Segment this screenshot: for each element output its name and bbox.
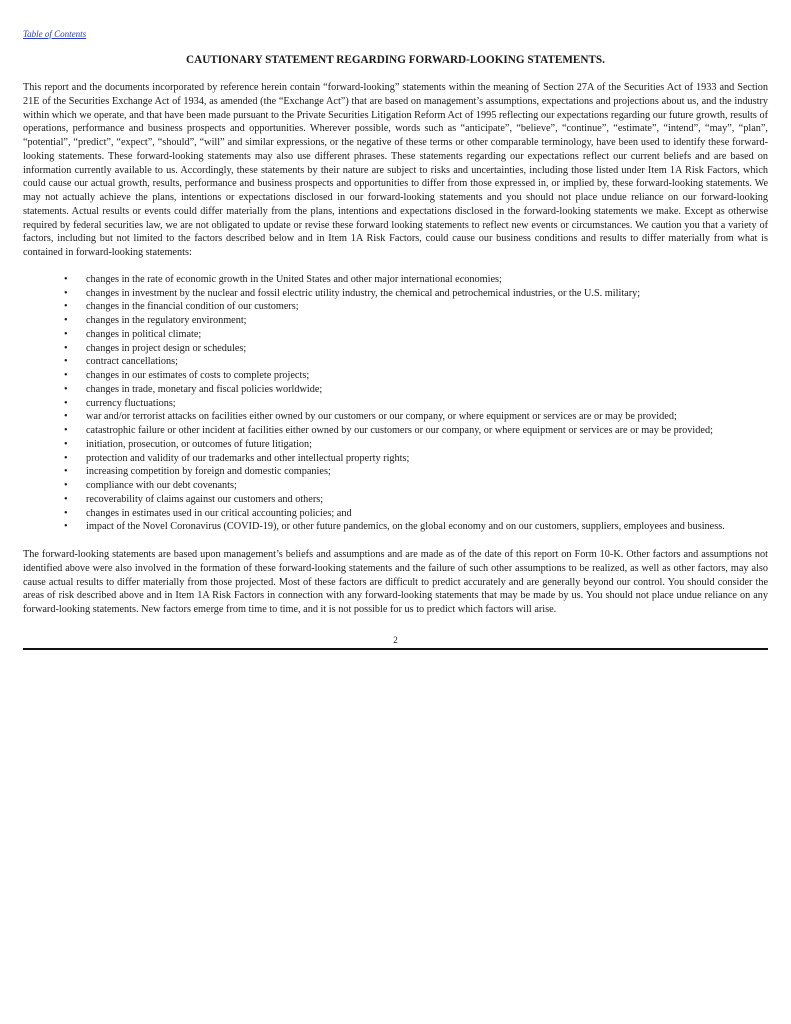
list-item-text: changes in the financial condition of our customers; bbox=[86, 301, 299, 313]
bullet-icon: • bbox=[64, 356, 68, 368]
list-item-text: catastrophic failure or other incident at facilities either owned by our customers or our company, or where equipment or services are or may be provided; bbox=[86, 425, 713, 436]
bullet-icon: • bbox=[64, 342, 68, 354]
list-item-text: recoverability of claims against our customers and others; bbox=[86, 493, 324, 505]
list-item-text: changes in our estimates of costs to complete projects; bbox=[86, 370, 310, 381]
list-item bbox=[23, 410, 768, 424]
list-item-text: war and/or terrorist attacks on facilities either owned by our customers or our company, or where equipment or services are or may be provided; bbox=[86, 411, 677, 423]
list-item bbox=[23, 328, 768, 342]
page-title: CAUTIONARY STATEMENT REGARDING FORWARD-LOOKING STATEMENTS. bbox=[186, 54, 605, 66]
table-of-contents-link[interactable]: Table of Contents bbox=[23, 29, 87, 39]
list-item bbox=[23, 452, 768, 466]
list-item bbox=[23, 383, 768, 397]
document-page bbox=[23, 24, 768, 650]
list-item-text: impact of the Novel Coronavirus (COVID-19), or other future pandemics, on the global economy and on our customers, suppliers, employees and business. bbox=[86, 521, 725, 533]
list-item bbox=[23, 438, 768, 452]
page-number: 2 bbox=[393, 634, 398, 645]
bullet-icon: • bbox=[64, 315, 68, 326]
list-item bbox=[23, 424, 768, 438]
list-item-text: increasing competition by foreign and domestic companies; bbox=[86, 466, 331, 478]
list-item-text: currency fluctuations; bbox=[86, 397, 176, 409]
list-item bbox=[23, 300, 768, 314]
list-item bbox=[23, 369, 768, 383]
list-item-text: changes in the regulatory environment; bbox=[86, 315, 247, 326]
list-item-text: contract cancellations; bbox=[86, 356, 178, 368]
bullet-icon: • bbox=[64, 411, 68, 423]
risk-factor-list bbox=[23, 273, 768, 534]
list-item bbox=[23, 507, 768, 521]
closing-paragraph: The forward-looking statements are based upon management’s beliefs and assumptions and are made as of the date of this report on Form 10-K. Other factors and assumptions not identified above were also involved in the formation of these forward-looking statements and the failure of such other assumptions to be realized, as well as other factors, may also cause actual results to differ materially from those projected. Most of these factors are difficult to predict accurately and are generally beyond our control. You should consider the areas of risk described above and in Item 1A Risk Factors in connection with any forward-looking statements that may be made by us. You should not place undue reliance on any forward-looking statements. New factors emerge from time to time, and it is not possible for us to predict which factors will arise. bbox=[23, 549, 768, 615]
bullet-icon: • bbox=[64, 273, 68, 285]
footer-divider bbox=[23, 648, 768, 650]
list-item-text: protection and validity of our trademarks and other intellectual property rights; bbox=[86, 452, 410, 464]
bullet-icon: • bbox=[64, 521, 68, 533]
list-item-text: initiation, prosecution, or outcomes of future litigation; bbox=[86, 438, 313, 450]
bullet-icon: • bbox=[64, 480, 68, 491]
bullet-icon: • bbox=[64, 370, 68, 381]
list-item-text: compliance with our debt covenants; bbox=[86, 480, 237, 491]
list-item-text: changes in political climate; bbox=[86, 328, 202, 340]
list-item bbox=[23, 273, 768, 287]
list-item-text: changes in project design or schedules; bbox=[86, 342, 247, 354]
list-item-text: changes in the rate of economic growth in the United States and other major international economies; bbox=[86, 273, 502, 285]
list-item bbox=[23, 342, 768, 356]
bullet-icon: • bbox=[64, 397, 68, 409]
list-item bbox=[23, 479, 768, 493]
bullet-icon: • bbox=[64, 452, 68, 464]
bullet-icon: • bbox=[64, 301, 68, 313]
list-item bbox=[23, 465, 768, 479]
list-item bbox=[23, 314, 768, 328]
bullet-icon: • bbox=[64, 466, 68, 478]
list-item-text: changes in trade, monetary and fiscal policies worldwide; bbox=[86, 383, 323, 395]
bullet-icon: • bbox=[64, 438, 68, 450]
bullet-icon: • bbox=[64, 287, 68, 299]
bullet-icon: • bbox=[64, 507, 68, 519]
list-item bbox=[23, 397, 768, 411]
bullet-icon: • bbox=[64, 425, 68, 436]
list-item bbox=[23, 520, 768, 534]
list-item bbox=[23, 493, 768, 507]
list-item-text: changes in investment by the nuclear and fossil electric utility industry, the chemical and petrochemical industries, or the U.S. military; bbox=[86, 287, 641, 299]
intro-paragraph: This report and the documents incorporated by reference herein contain “forward-looking” statements within the meaning of Section 27A of the Securities Act of 1933 and Section 21E of the Securities Exchange Act of 1934, as amended (the “Exchange Act”) that are based on management’s assumptions, expectations and projections about us, and the industry within which we operate, and that have been made pursuant to the Private Securities Litigation Reform Act of 1995 reflecting our expectations regarding our future growth, results of operations, performance and business prospects and opportunities. Wherever possible, words such as “anticipate”, “believe”, “continue”, “estimate”, “intend”, “may”, “plan”, “potential”, “predict”, “expect”, “should”, “will” and similar expressions, or the negative of these terms or other comparable terminology, have been used to identify these forward-looking statements. These forward-looking statements may also use different phrases. These statements regarding our expectations reflect our current beliefs and are based on information currently available to us. Accordingly, these statements by their nature are subject to risks and uncertainties, including those listed under Item 1A Risk Factors, which could cause our actual growth, results, performance and business prospects and opportunities to differ from those expressed in, or implied by, these forward-looking statements. We may not actually achieve the plans, intentions or expectations disclosed in our forward-looking statements and you should not place undue reliance on our forward-looking statements. Actual results or events could differ materially from the plans, intentions and expectations disclosed in the forward-looking statements we make. Except as otherwise required by federal securities law, we are not obligated to update or revise these forward looking statements to reflect new events or circumstances. We caution you that a variety of factors, including but not limited to the factors described below and in Item 1A Risk Factors, could cause our business conditions and results to differ materially from what is contained in forward-looking statements: bbox=[23, 82, 768, 258]
bullet-icon: • bbox=[64, 493, 68, 505]
list-item bbox=[23, 355, 768, 369]
list-item bbox=[23, 287, 768, 301]
bullet-icon: • bbox=[64, 383, 68, 395]
list-item-text: changes in estimates used in our critical accounting policies; and bbox=[86, 507, 352, 519]
bullet-icon: • bbox=[64, 328, 68, 340]
